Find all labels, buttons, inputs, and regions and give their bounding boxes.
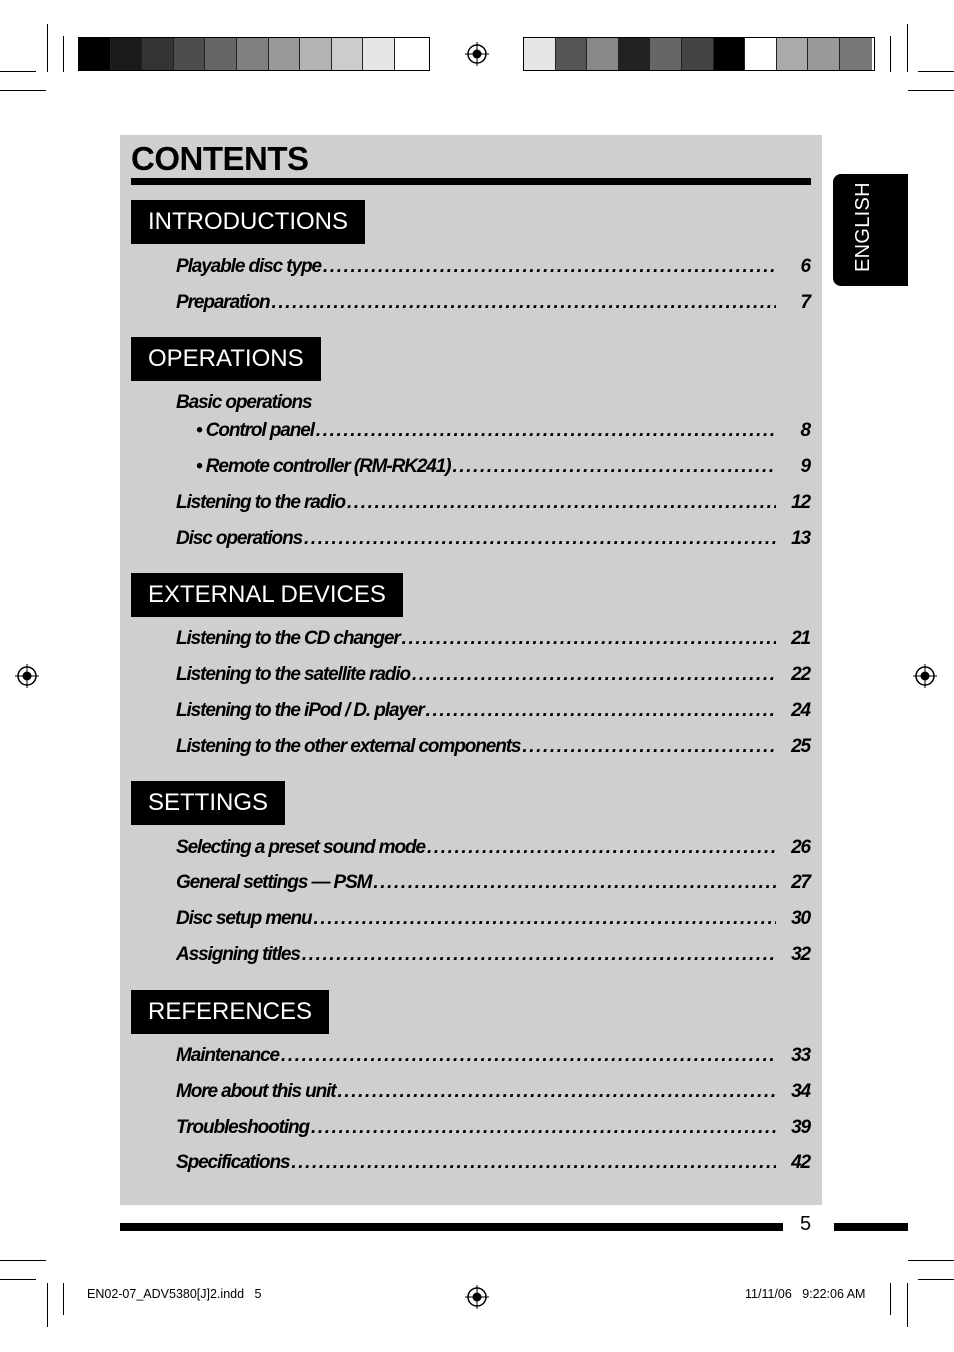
- toc-entry[interactable]: [176, 492, 810, 522]
- gray-scale-bar-left: [78, 37, 430, 71]
- toc-entry-label: Troubleshooting: [176, 1117, 310, 1138]
- toc-entry-label: Assigning titles: [176, 944, 300, 965]
- toc-entry-page: 27: [791, 872, 810, 893]
- toc-entry-page: 8: [800, 420, 810, 441]
- toc-entry[interactable]: [176, 528, 810, 558]
- toc-entry[interactable]: [176, 736, 810, 766]
- crop-mark: [918, 1279, 954, 1280]
- gray-scale-bar-right: [523, 37, 875, 71]
- toc-entry-label: Selecting a preset sound mode: [176, 837, 425, 858]
- toc-entry[interactable]: [176, 664, 810, 694]
- section-header-settings: SETTINGS: [131, 781, 285, 825]
- registration-mark-icon: [465, 1285, 489, 1309]
- leader-dots: [347, 492, 776, 514]
- toc-entry-page: 22: [791, 664, 810, 685]
- leader-dots: [304, 528, 776, 550]
- footer-rule: [120, 1223, 783, 1231]
- leader-dots: [427, 837, 776, 859]
- crop-mark: [908, 1260, 954, 1261]
- leader-dots: [272, 292, 777, 314]
- toc-entry-label: Listening to the CD changer: [176, 628, 400, 649]
- toc-entry-page: 34: [791, 1081, 810, 1102]
- toc-entry-label: • Remote controller (RM-RK241): [196, 456, 451, 477]
- print-slug-file: EN02-07_ADV5380[J]2.indd 5: [87, 1287, 262, 1301]
- crop-mark: [0, 1279, 36, 1280]
- crop-mark: [63, 36, 64, 72]
- toc-entry-label: Listening to the other external components: [176, 736, 521, 757]
- section-header-external-devices: EXTERNAL DEVICES: [131, 573, 403, 617]
- crop-mark: [0, 1260, 46, 1261]
- crop-mark: [0, 90, 46, 91]
- toc-entry[interactable]: [176, 1081, 810, 1111]
- leader-dots: [281, 1045, 776, 1067]
- toc-entry-label: Listening to the satellite radio: [176, 664, 411, 685]
- section-header-operations: OPERATIONS: [131, 337, 321, 381]
- leader-dots: [373, 872, 776, 894]
- toc-entry[interactable]: [176, 837, 810, 867]
- toc-entry[interactable]: [176, 1045, 810, 1075]
- toc-entry[interactable]: [176, 292, 810, 322]
- toc-entry[interactable]: [176, 908, 810, 938]
- crop-mark: [907, 24, 908, 72]
- toc-entry[interactable]: [196, 456, 810, 486]
- toc-entry-page: 12: [791, 492, 810, 513]
- leader-dots: [338, 1081, 776, 1103]
- toc-entry-label: • Control panel: [196, 420, 314, 441]
- toc-entry[interactable]: [176, 1152, 810, 1182]
- leader-dots: [522, 736, 776, 758]
- toc-entry[interactable]: [176, 628, 810, 658]
- crop-mark: [0, 71, 36, 72]
- leader-dots: [291, 1152, 776, 1174]
- toc-entry-label: Disc operations: [176, 528, 303, 549]
- toc-entry-label: Specifications: [176, 1152, 290, 1173]
- leader-dots: [402, 628, 776, 650]
- toc-entry-label: Preparation: [176, 292, 270, 313]
- toc-entry-label: Maintenance: [176, 1045, 279, 1066]
- section-header-introductions: INTRODUCTIONS: [131, 200, 365, 244]
- toc-entry-page: 30: [791, 908, 810, 929]
- registration-mark-icon: [465, 42, 489, 66]
- section-header-references: REFERENCES: [131, 990, 329, 1034]
- toc-entry-label: Disc setup menu: [176, 908, 312, 929]
- crop-mark: [907, 1283, 908, 1327]
- toc-entry-page: 13: [791, 528, 810, 549]
- crop-mark: [47, 1283, 48, 1327]
- print-slug-timestamp: 11/11/06 9:22:06 AM: [745, 1287, 866, 1301]
- toc-entry-page: 39: [791, 1117, 810, 1138]
- page-title: CONTENTS: [131, 140, 309, 177]
- toc-entry[interactable]: [176, 1117, 810, 1147]
- toc-entry-page: 24: [791, 700, 810, 721]
- toc-entry-label: More about this unit: [176, 1081, 336, 1102]
- crop-mark: [908, 90, 954, 91]
- leader-dots: [311, 1117, 776, 1139]
- toc-entry-page: 6: [800, 256, 810, 277]
- toc-entry[interactable]: [176, 872, 810, 902]
- toc-entry-label: General settings — PSM: [176, 872, 372, 893]
- leader-dots: [452, 456, 776, 478]
- leader-dots: [323, 256, 776, 278]
- language-tab-label: ENGLISH: [852, 182, 874, 272]
- toc-entry[interactable]: [196, 420, 810, 450]
- toc-entry-label: Listening to the iPod / D. player: [176, 700, 424, 721]
- toc-entry[interactable]: [176, 256, 810, 286]
- crop-mark: [47, 24, 48, 72]
- toc-entry-page: 7: [800, 292, 810, 313]
- group-label-basic-operations: Basic operations: [176, 392, 312, 413]
- leader-dots: [302, 944, 776, 966]
- toc-entry-label: Playable disc type: [176, 256, 321, 277]
- page-number: 5: [800, 1213, 812, 1235]
- title-rule: [131, 178, 811, 185]
- toc-entry[interactable]: [176, 700, 810, 730]
- toc-entry-page: 32: [791, 944, 810, 965]
- leader-dots: [314, 908, 776, 930]
- crop-mark: [918, 71, 954, 72]
- toc-entry-page: 33: [791, 1045, 810, 1066]
- footer-rule: [834, 1223, 908, 1231]
- leader-dots: [412, 664, 776, 686]
- toc-entry[interactable]: [176, 944, 810, 974]
- toc-entry-label: Listening to the radio: [176, 492, 345, 513]
- toc-entry-page: 21: [791, 628, 810, 649]
- registration-mark-icon: [15, 664, 39, 688]
- toc-entry-page: 25: [791, 736, 810, 757]
- crop-mark: [890, 36, 891, 72]
- leader-dots: [426, 700, 776, 722]
- toc-entry-page: 26: [791, 837, 810, 858]
- registration-mark-icon: [913, 664, 937, 688]
- crop-mark: [890, 1283, 891, 1315]
- leader-dots: [316, 420, 776, 442]
- crop-mark: [63, 1283, 64, 1315]
- toc-entry-page: 42: [791, 1152, 810, 1173]
- toc-entry-page: 9: [800, 456, 810, 477]
